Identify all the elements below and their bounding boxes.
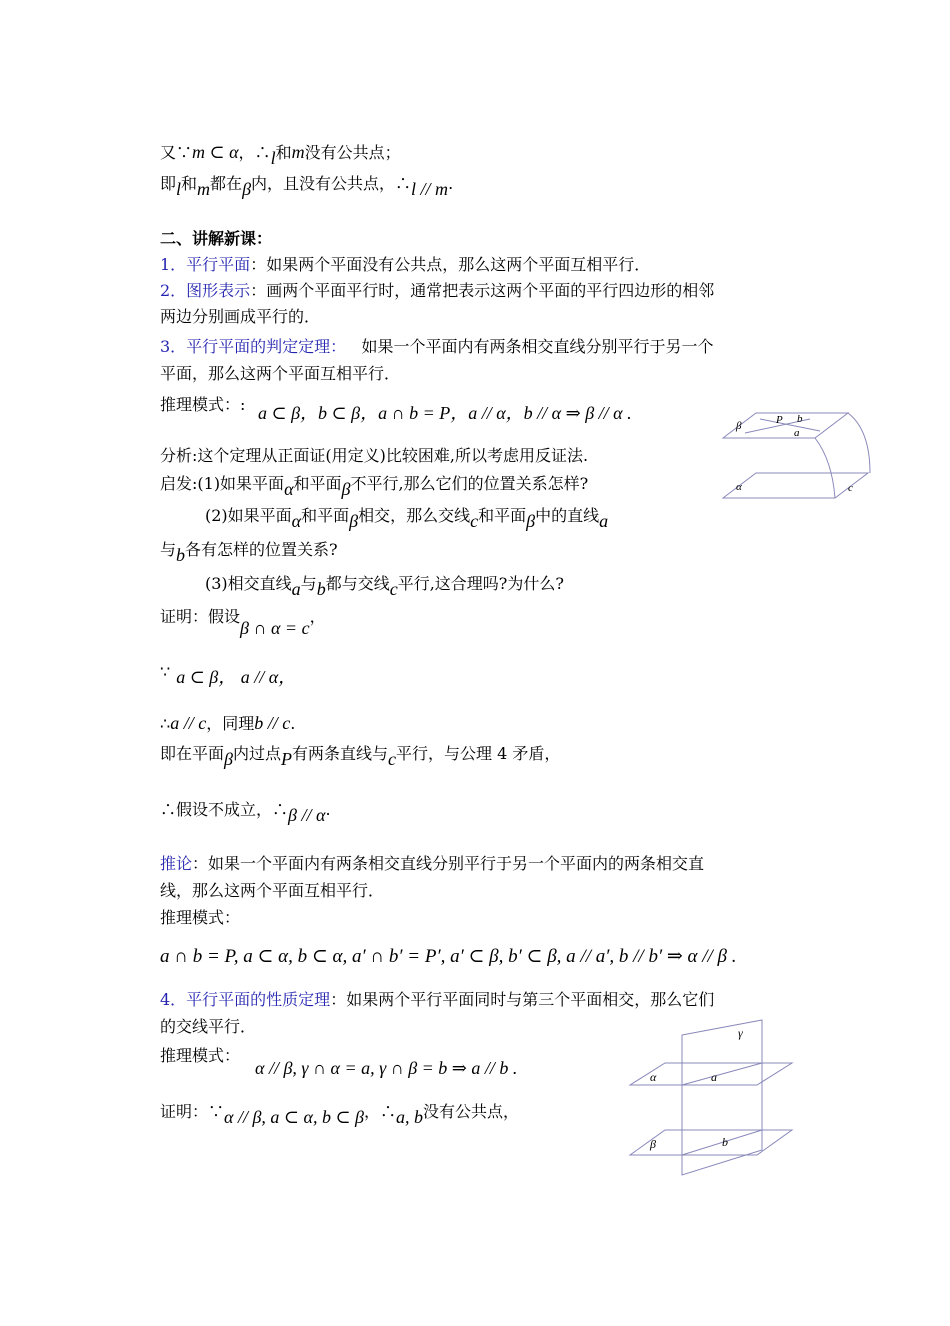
figure-decision-theorem bbox=[720, 405, 880, 505]
text: (3)相交直线 bbox=[205, 574, 292, 593]
text: 不平行,那么它们的位置关系怎样? bbox=[350, 474, 589, 493]
label-alpha: α bbox=[736, 481, 742, 493]
math: b bbox=[176, 545, 186, 565]
hint-2-cont bbox=[160, 538, 338, 565]
text: 平行,这合理吗?为什么? bbox=[397, 574, 564, 593]
text: 和 bbox=[275, 143, 292, 162]
line-intro-2 bbox=[160, 172, 454, 199]
text: 与 bbox=[160, 540, 177, 559]
hint-1 bbox=[160, 472, 589, 499]
text: (2)如果平面 bbox=[205, 506, 292, 525]
math: c bbox=[388, 749, 397, 769]
plane-beta bbox=[723, 413, 848, 438]
math: m bbox=[291, 142, 305, 162]
text: 平行，与公理 4 矛盾， bbox=[396, 744, 561, 763]
text: 和平面 bbox=[293, 474, 342, 493]
math: α bbox=[291, 511, 302, 531]
formula-decision: a ⊂ β，b ⊂ β，a ∩ b = P，a // α，b // α ⇒ β // α . bbox=[258, 403, 632, 423]
text: 各有怎样的位置关系? bbox=[185, 540, 338, 559]
text: . bbox=[290, 714, 296, 733]
math: β // α bbox=[288, 805, 326, 825]
math: β bbox=[349, 511, 359, 531]
math: m bbox=[197, 179, 211, 199]
label-a: a bbox=[794, 427, 800, 439]
item-heading: 2．图形表示 bbox=[160, 281, 251, 300]
math: b // c bbox=[254, 713, 291, 733]
math: c bbox=[389, 579, 398, 599]
math: P bbox=[281, 749, 292, 769]
figure-property-theorem bbox=[625, 1015, 795, 1180]
line-intro-1 bbox=[160, 141, 401, 168]
text: 即 bbox=[160, 174, 177, 193]
formula-corollary: a ∩ b = P, a ⊂ α, b ⊂ α, a′ ∩ b′ = P′, a′ ⊂ β, b′ ⊂ β, a // a′, b // b′ ⇒ α // β . bbox=[160, 946, 737, 967]
item-parallel-planes bbox=[160, 254, 650, 276]
text: ：如果两个平面没有公共点，那么这两个平面互相平行． bbox=[250, 255, 651, 274]
item-heading: 推论 bbox=[160, 854, 193, 873]
reasoning-mode-3: 推理模式： bbox=[160, 1046, 241, 1065]
hint-2 bbox=[205, 504, 609, 531]
math: β ∩ α = c bbox=[240, 618, 310, 638]
math: a // c bbox=[170, 713, 207, 733]
label-beta: β bbox=[650, 1137, 656, 1151]
text: 证明：假设 bbox=[160, 607, 241, 626]
arc-edge bbox=[815, 438, 835, 498]
text: 和平面 bbox=[478, 506, 527, 525]
property-proof bbox=[160, 1100, 520, 1127]
item-figure-representation bbox=[160, 280, 714, 302]
proof-since bbox=[160, 660, 297, 687]
math: l bbox=[270, 148, 276, 168]
label-P: P bbox=[776, 414, 783, 426]
text: 又∵ bbox=[160, 143, 193, 162]
text: ，∴ bbox=[364, 1102, 397, 1121]
label-beta: β bbox=[736, 420, 742, 432]
label-gamma: γ bbox=[738, 1026, 743, 1040]
arc-edge bbox=[848, 413, 870, 473]
text: ∵ bbox=[160, 662, 171, 681]
corollary bbox=[160, 853, 704, 875]
line-a bbox=[682, 1063, 762, 1085]
analysis-line: 分析:这个定理从正面证(用定义)比较困难,所以考虑用反证法. bbox=[160, 446, 589, 465]
proof-conclusion bbox=[160, 798, 331, 825]
math: a, b bbox=[396, 1107, 424, 1127]
math: b bbox=[316, 579, 326, 599]
text: ，同理 bbox=[206, 714, 255, 733]
proof-contradiction bbox=[160, 742, 561, 769]
reasoning-mode-1 bbox=[160, 394, 245, 416]
text: ∴ bbox=[160, 714, 171, 733]
label-b: b bbox=[797, 413, 803, 425]
hint-3 bbox=[205, 572, 564, 599]
math: a ⊂ β， a // α， bbox=[176, 667, 297, 687]
text: . bbox=[448, 174, 454, 193]
proof-therefore bbox=[160, 712, 295, 735]
text-line: 的交线平行． bbox=[160, 1017, 257, 1036]
formula-property: α // β, γ ∩ α = a, γ ∩ β = b ⇒ a // b . bbox=[255, 1058, 518, 1078]
text: 如果一个平面内有两条相交直线分别平行于另一个 bbox=[346, 337, 714, 356]
item-heading: 4．平行平面的性质定理 bbox=[160, 990, 331, 1009]
text-line: 线，那么这两个平面互相平行． bbox=[160, 881, 385, 900]
label-b: b bbox=[722, 1135, 728, 1149]
math: β bbox=[526, 511, 536, 531]
math: a bbox=[291, 579, 301, 599]
math: α // β, a ⊂ α, b ⊂ β bbox=[224, 1107, 365, 1127]
text: ， bbox=[309, 607, 326, 626]
math: c bbox=[470, 511, 479, 531]
text: 和平面 bbox=[301, 506, 350, 525]
text: ：如果两个平行平面同时与第三个平面相交，那么它们 bbox=[330, 990, 715, 1009]
text: ：如果一个平面内有两条相交直线分别平行于另一个平面内的两条相交直 bbox=[192, 854, 705, 873]
item-heading: 1．平行平面 bbox=[160, 255, 251, 274]
text: 都在 bbox=[210, 174, 243, 193]
reasoning-mode-2: 推理模式： bbox=[160, 908, 241, 927]
text: 没有公共点， bbox=[423, 1102, 520, 1121]
text-line: 两边分别画成平行的． bbox=[160, 307, 321, 326]
item-heading: 3．平行平面的判定定理： bbox=[160, 337, 347, 356]
plane-alpha bbox=[723, 473, 868, 498]
section-title: 二、讲解新课： bbox=[160, 229, 273, 248]
text: ∴假设不成立，∴ bbox=[160, 800, 289, 819]
math: m ⊂ α bbox=[192, 142, 239, 162]
math: l bbox=[176, 179, 182, 199]
text: 即在平面 bbox=[160, 744, 225, 763]
label-a: a bbox=[711, 1070, 717, 1084]
math: β bbox=[341, 479, 351, 499]
text: 中的直线 bbox=[535, 506, 600, 525]
text: ，∴ bbox=[238, 143, 271, 162]
text: ：画两个平面平行时，通常把表示这两个平面的平行四边形的相邻 bbox=[250, 281, 715, 300]
text-line: 平面，那么这两个平面互相平行． bbox=[160, 364, 401, 383]
label: 推理模式：: bbox=[160, 395, 246, 414]
text: 有两条直线与 bbox=[292, 744, 389, 763]
label-c: c bbox=[848, 482, 853, 494]
math: β bbox=[224, 749, 233, 769]
item-decision-theorem bbox=[160, 336, 713, 358]
text: 相交，那么交线 bbox=[358, 506, 471, 525]
text: 和 bbox=[181, 174, 198, 193]
text: 与 bbox=[300, 574, 317, 593]
line-b bbox=[760, 419, 820, 431]
proof-assume bbox=[160, 605, 326, 638]
text: 内过点 bbox=[232, 744, 281, 763]
label-alpha: α bbox=[650, 1070, 657, 1084]
math: l // m bbox=[411, 179, 449, 199]
text: 没有公共点； bbox=[304, 143, 401, 162]
text: . bbox=[325, 800, 331, 819]
text: 启发:(1)如果平面 bbox=[160, 474, 285, 493]
text: 证明：∵ bbox=[160, 1102, 225, 1121]
math: α bbox=[284, 479, 294, 499]
math: β bbox=[242, 179, 252, 199]
item-property-theorem bbox=[160, 989, 714, 1011]
math: a bbox=[599, 511, 609, 531]
text: 都与交线 bbox=[325, 574, 390, 593]
text: 内，且没有公共点，∴ bbox=[251, 174, 412, 193]
